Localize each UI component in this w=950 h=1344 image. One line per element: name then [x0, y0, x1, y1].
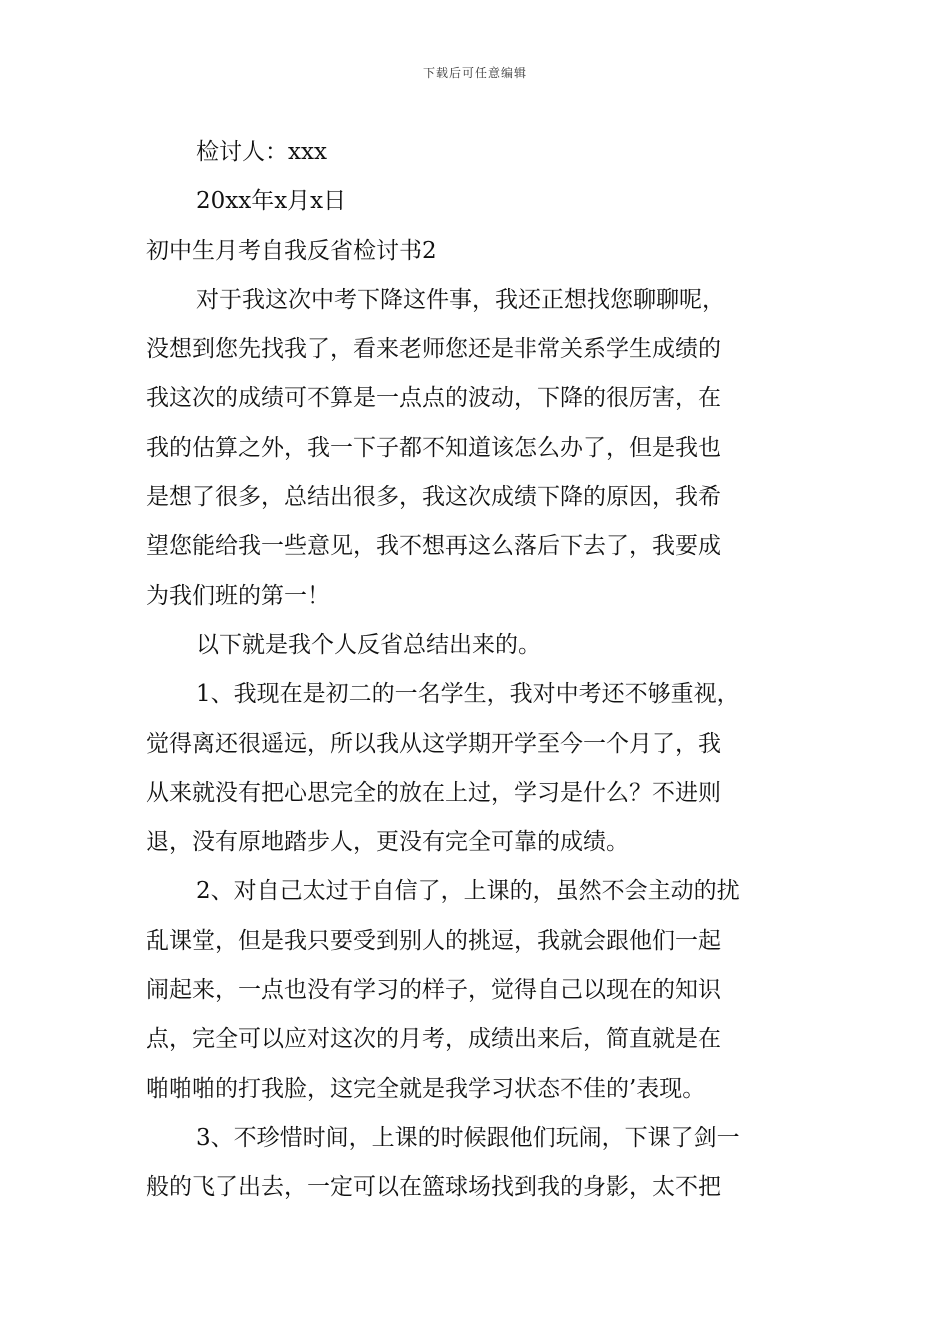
- paragraph-line: 望您能给我一些意见，我不想再这么落后下去了，我要成: [146, 533, 721, 560]
- paragraph: [146, 276, 806, 621]
- paragraph-line: 1、我现在是初二的一名学生，我对中考还不够重视，: [196, 681, 740, 708]
- paragraph-line: 点，完全可以应对这次的月考，成绩出来后，简直就是在: [146, 1026, 721, 1053]
- paragraph-line: 2、对自己太过于自信了，上课的，虽然不会主动的扰: [196, 878, 740, 905]
- paragraph-line: 以下就是我个人反省总结出来的。: [196, 631, 541, 658]
- paragraph-line: 我这次的成绩可不算是一点点的波动，下降的很厉害，在: [146, 385, 721, 412]
- paragraph-line: 啪啪啪的打我脸，这完全就是我学习状态不佳的’表现。: [146, 1075, 706, 1102]
- paragraph: [146, 621, 806, 670]
- paragraph-line: 我的估算之外，我一下子都不知道该怎么办了，但是我也: [146, 434, 721, 461]
- section-title: 初中生月考自我反省检讨书2: [146, 237, 437, 264]
- paragraph-line: 乱课堂，但是我只要受到别人的挑逗，我就会跟他们一起: [146, 927, 721, 954]
- paragraph-line: 没想到您先找我了，看来老师您还是非常关系学生成绩的: [146, 336, 721, 363]
- paragraph: [146, 1114, 806, 1213]
- paragraph-line: 为我们班的第一！: [146, 582, 330, 609]
- paragraph: [146, 670, 806, 867]
- paragraph: [146, 867, 806, 1113]
- document-content: [146, 128, 806, 1213]
- paragraph-line: 闹起来，一点也没有学习的样子，觉得自己以现在的知识: [146, 977, 721, 1004]
- header-note: 下载后可任意编辑: [422, 66, 527, 80]
- paragraph-line: 对于我这次中考下降这件事，我还正想找您聊聊呢，: [196, 286, 725, 313]
- paragraph-line: 从来就没有把心思完全的放在上过，学习是什么？不进则: [146, 779, 721, 806]
- reviewer-line: 检讨人：xxx: [196, 139, 327, 165]
- paragraph-line: 是想了很多，总结出很多，我这次成绩下降的原因，我希: [146, 484, 721, 511]
- date-line: 20xx年x月x日: [196, 188, 347, 215]
- paragraph-line: 般的飞了出去，一定可以在篮球场找到我的身影，太不把: [146, 1174, 721, 1201]
- paragraph-line: 退，没有原地踏步人，更没有完全可靠的成绩。: [146, 829, 629, 856]
- paragraph-line: 3、不珍惜时间，上课的时候跟他们玩闹，下课了剑一: [196, 1124, 740, 1151]
- paragraph-line: 觉得离还很遥远，所以我从这学期开学至今一个月了，我: [146, 730, 721, 757]
